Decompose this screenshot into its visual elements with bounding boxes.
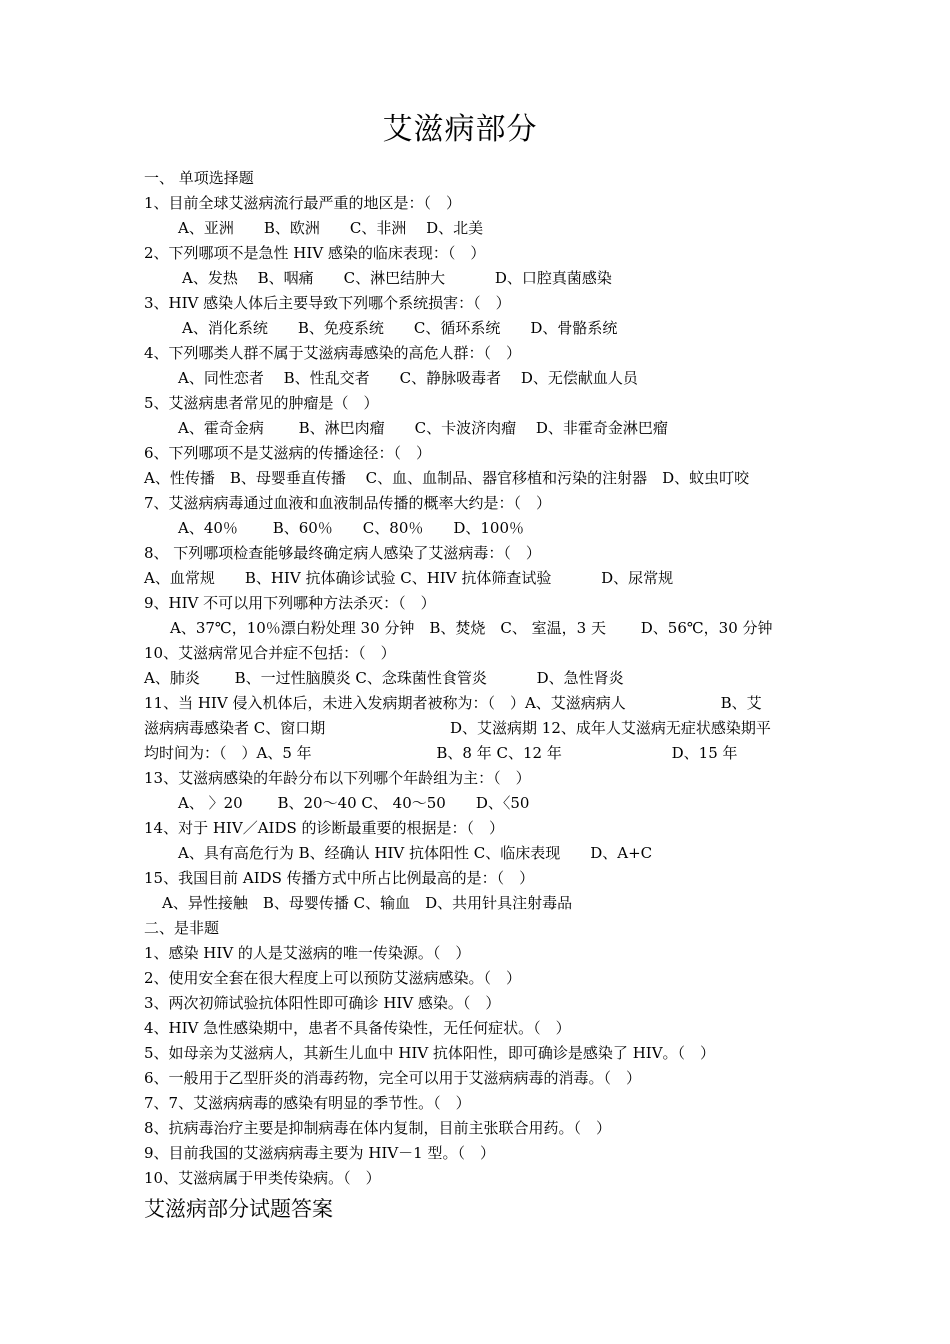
- question-line: 11、当 HIV 侵入机体后，未进入发病期者被称为：（ ）A、艾滋病病人 B、艾: [144, 694, 762, 712]
- section-heading-single-choice: 一、 单项选择题: [144, 169, 254, 187]
- option-line: A、霍奇金病 B、淋巴肉瘤 C、卡波济肉瘤 D、非霍奇金淋巴瘤: [178, 419, 668, 437]
- option-line: A、发热 B、咽痛 C、淋巴结肿大 D、口腔真菌感染: [182, 269, 612, 287]
- option-line: A、亚洲 B、欧洲 C、非洲 D、北美: [178, 219, 484, 237]
- true-false-item: 3、两次初筛试验抗体阳性即可确诊 HIV 感染。（ ）: [144, 994, 501, 1012]
- question-line: 9、HIV 不可以用下列哪种方法杀灭：（ ）: [144, 594, 436, 612]
- true-false-item: 8、抗病毒治疗主要是抑制病毒在体内复制，目前主张联合用药。（ ）: [144, 1119, 612, 1137]
- page-title: 艾滋病部分: [382, 112, 538, 147]
- option-line: A、性传播 B、母婴垂直传播 C、血、血制品、器官移植和污染的注射器 D、蚊虫叮咬: [144, 469, 750, 487]
- true-false-item: 10、艾滋病属于甲类传染病。（ ）: [144, 1169, 381, 1187]
- true-false-item: 6、一般用于乙型肝炎的消毒药物，完全可以用于艾滋病病毒的消毒。（ ）: [144, 1069, 642, 1087]
- question-line: 14、对于 HIV／AIDS 的诊断最重要的根据是：（ ）: [144, 819, 505, 837]
- question-line: 10、艾滋病常见合并症不包括：（ ）: [144, 644, 396, 662]
- question-line: 3、HIV 感染人体后主要导致下列哪个系统损害：（ ）: [144, 294, 511, 312]
- question-line: 5、艾滋病患者常见的肿瘤是（ ）: [144, 394, 379, 412]
- question-line: 15、我国目前 AIDS 传播方式中所占比例最高的是：（ ）: [144, 869, 535, 887]
- question-line: 4、下列哪类人群不属于艾滋病毒感染的高危人群：（ ）: [144, 344, 522, 362]
- option-line: A、同性恋者 B、性乱交者 C、静脉吸毒者 D、无偿献血人员: [178, 369, 638, 387]
- true-false-item: 9、目前我国的艾滋病病毒主要为 HIV－1 型。（ ）: [144, 1144, 495, 1162]
- question-line: 6、下列哪项不是艾滋病的传播途径：（ ）: [144, 444, 432, 462]
- section-heading-true-false: 二、是非题: [144, 919, 220, 937]
- option-line: A、肺炎 B、一过性脑膜炎 C、念珠菌性食管炎 D、急性肾炎: [144, 669, 624, 687]
- option-line: A、40％ B、60％ C、80％ D、100％: [178, 519, 525, 537]
- answers-heading: 艾滋病部分试题答案: [144, 1197, 333, 1221]
- option-line: A、 〉20 B、20～40 C、 40～50 D、〈50: [178, 794, 530, 812]
- true-false-item: 7、7、艾滋病病毒的感染有明显的季节性。（ ）: [144, 1094, 471, 1112]
- true-false-item: 2、使用安全套在很大程度上可以预防艾滋病感染。（ ）: [144, 969, 522, 987]
- question-line: 13、艾滋病感染的年龄分布以下列哪个年龄组为主：（ ）: [144, 769, 531, 787]
- option-line: A、37℃，10％漂白粉处理 30 分钟 B、焚烧 C、 室温，3 天 D、56℃，30 分钟: [170, 619, 773, 637]
- question-line: 1、目前全球艾滋病流行最严重的地区是：（ ）: [144, 194, 462, 212]
- option-line: A、血常规 B、HIV 抗体确诊试验 C、HIV 抗体筛查试验 D、尿常规: [144, 569, 674, 587]
- question-line: 2、下列哪项不是急性 HIV 感染的临床表现：（ ）: [144, 244, 486, 262]
- question-line: 均时间为：（ ）A、5 年 B、8 年 C、12 年 D、15 年: [144, 744, 738, 762]
- option-line: A、消化系统 B、免疫系统 C、循环系统 D、骨骼系统: [182, 319, 618, 337]
- true-false-item: 1、感染 HIV 的人是艾滋病的唯一传染源。（ ）: [144, 944, 471, 962]
- question-line: 滋病病毒感染者 C、窗口期 D、艾滋病期 12、成年人艾滋病无症状感染期平: [144, 719, 771, 737]
- option-line: A、异性接触 B、母婴传播 C、输血 D、共用针具注射毒品: [162, 894, 573, 912]
- true-false-item: 5、如母亲为艾滋病人，其新生儿血中 HIV 抗体阳性，即可确诊是感染了 HIV。（ ）: [144, 1044, 716, 1062]
- true-false-item: 4、HIV 急性感染期中，患者不具备传染性，无任何症状。（ ）: [144, 1019, 571, 1037]
- question-line: 8、 下列哪项检查能够最终确定病人感染了艾滋病毒：（ ）: [144, 544, 541, 562]
- question-line: 7、艾滋病病毒通过血液和血液制品传播的概率大约是：（ ）: [144, 494, 552, 512]
- option-line: A、具有高危行为 B、经确认 HIV 抗体阳性 C、临床表现 D、A+C: [178, 844, 653, 862]
